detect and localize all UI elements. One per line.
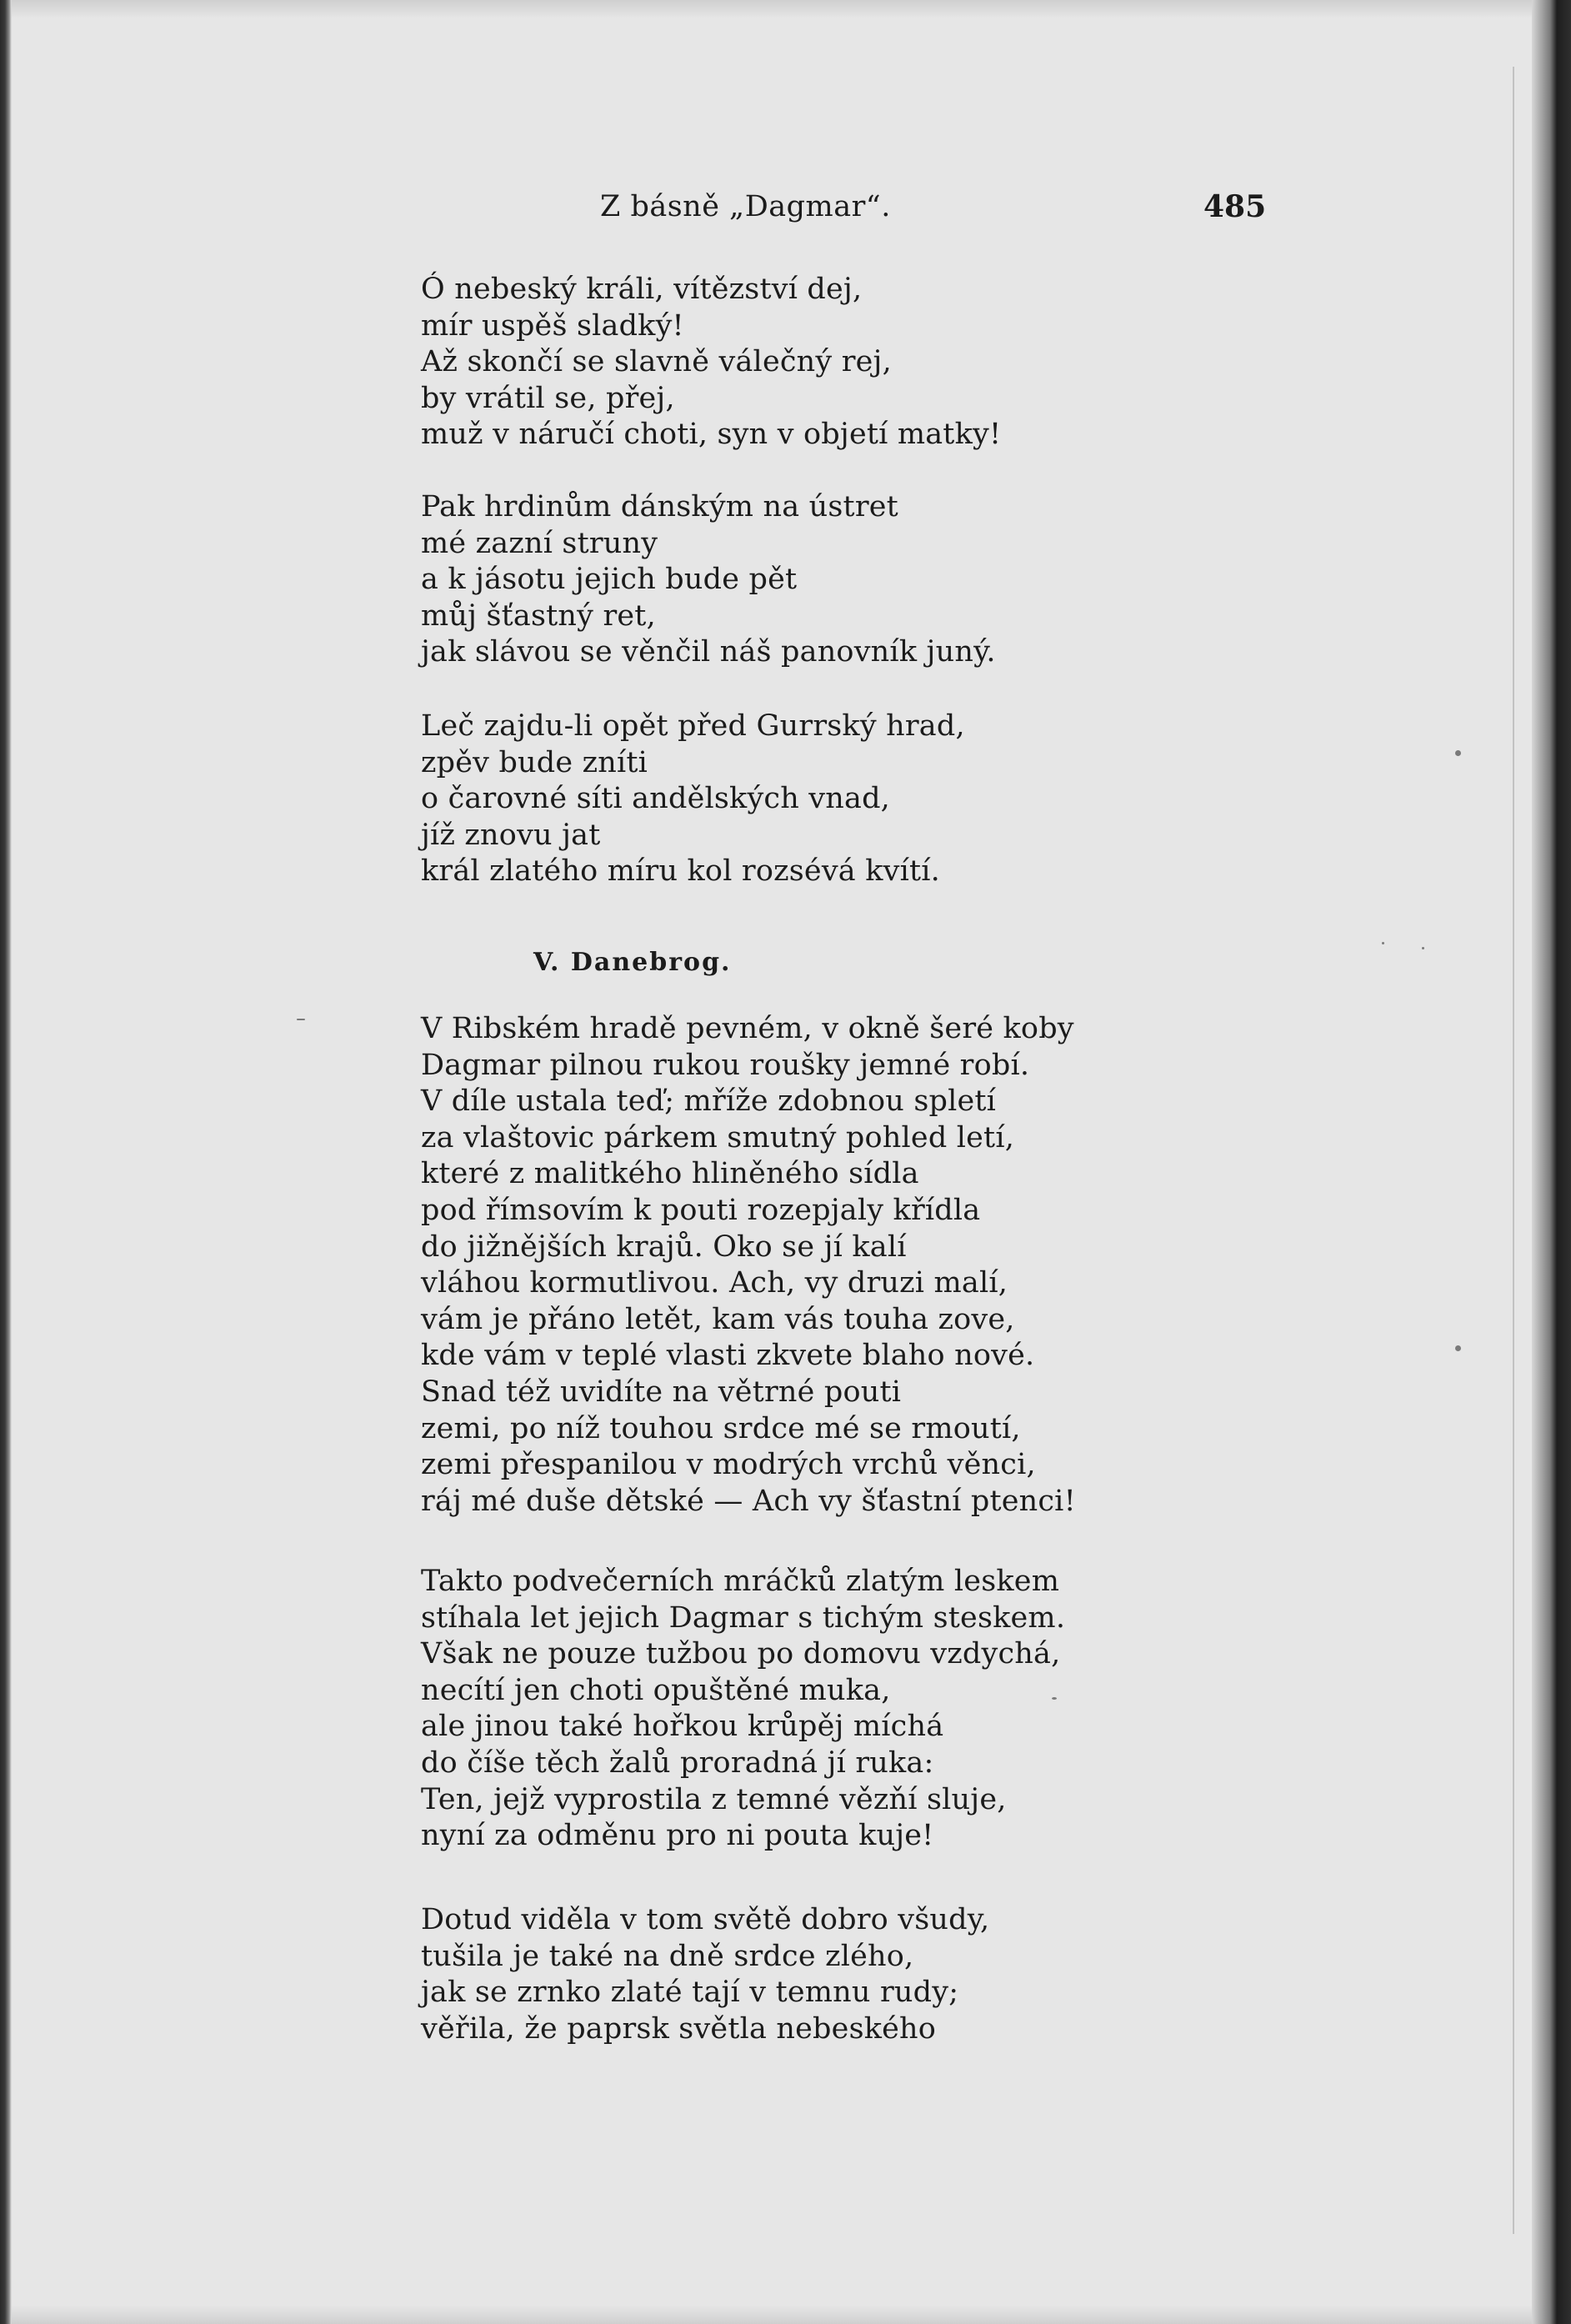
poem-line: do jižnějších krajů. Oko se jí kalí bbox=[421, 1230, 907, 1264]
stanza-4 bbox=[421, 1011, 1076, 1520]
poem-line: mír uspěš sladký! bbox=[421, 308, 684, 343]
running-title: Z básně „Dagmar“. bbox=[600, 190, 891, 223]
poem-line: ráj mé duše dětské — Ach vy šťastní ptenci! bbox=[421, 1484, 1076, 1518]
poem-line: by vrátil se, přej, bbox=[421, 381, 675, 415]
poem-line: Však ne pouze tužbou po domovu vzdychá, bbox=[421, 1637, 1061, 1671]
poem-line: jíž znovu jat bbox=[421, 818, 601, 852]
section-heading: V. Danebrog. bbox=[533, 948, 732, 977]
page-number: 485 bbox=[1203, 189, 1267, 224]
scan-speck bbox=[1052, 1697, 1057, 1700]
gutter-line bbox=[1513, 67, 1514, 2234]
poem-line: vláhou kormutlivou. Ach, vy druzi malí, bbox=[421, 1266, 1008, 1300]
scan-speck bbox=[1455, 750, 1461, 756]
poem-line: o čarovné síti andělských vnad, bbox=[421, 782, 891, 816]
page-edge-bottom bbox=[12, 2306, 1537, 2324]
stanza-1 bbox=[421, 272, 1001, 453]
stanza-5 bbox=[421, 1564, 1065, 1855]
poem-line: zemi přespanilou v modrých vrchů věnci, bbox=[421, 1448, 1036, 1482]
poem-line: tušila je také na dně srdce zlého, bbox=[421, 1939, 914, 1973]
stanza-3 bbox=[421, 709, 965, 890]
poem-line: které z malitkého hliněného sídla bbox=[421, 1157, 919, 1191]
stanza-2 bbox=[421, 489, 996, 671]
poem-line: král zlatého míru kol rozsévá kvítí. bbox=[421, 854, 940, 889]
poem-line: vám je přáno letět, kam vás touha zove, bbox=[421, 1302, 1015, 1336]
scan-speck bbox=[1382, 942, 1384, 944]
poem-line: kde vám v teplé vlasti zkvete blaho nové. bbox=[421, 1339, 1035, 1373]
poem-line: zemi, po níž touhou srdce mé se rmoutí, bbox=[421, 1411, 1021, 1445]
poem-line: nyní za odměnu pro ni pouta kuje! bbox=[421, 1819, 934, 1853]
poem-line: do číše těch žalů proradná jí ruka: bbox=[421, 1746, 934, 1780]
poem-line: Snad též uvidíte na větrné pouti bbox=[421, 1375, 902, 1409]
poem-line: věřila, že paprsk světla nebeského bbox=[421, 2011, 937, 2046]
scan-speck bbox=[1422, 947, 1424, 949]
scan-speck bbox=[1455, 1345, 1461, 1351]
poem-line: za vlaštovic párkem smutný pohled letí, bbox=[421, 1120, 1015, 1154]
poem-line: Dotud viděla v tom světě dobro všudy, bbox=[421, 1903, 990, 1936]
poem-line: Dagmar pilnou rukou roušky jemné robí. bbox=[421, 1048, 1030, 1082]
poem-line: jak se zrnko zlaté tají v temnu rudy; bbox=[421, 1976, 959, 2010]
poem-line: mé zazní struny bbox=[421, 526, 658, 560]
page-edge-left bbox=[0, 0, 12, 2324]
poem-line: muž v náručí choti, syn v objetí matky! bbox=[421, 418, 1002, 452]
stanza-6 bbox=[421, 1902, 989, 2047]
poem-line: stíhala let jejich Dagmar s tichým steskem. bbox=[421, 1600, 1066, 1635]
poem-line: můj šťastný ret, bbox=[421, 599, 656, 633]
scan-speck bbox=[297, 1019, 305, 1020]
poem-line: pod římsovím k pouti rozepjaly křídla bbox=[421, 1193, 981, 1227]
poem-line: zpěv bude zníti bbox=[421, 745, 648, 779]
poem-line: a k jásotu jejich bude pět bbox=[421, 563, 798, 597]
poem-line: Ó nebeský králi, vítězství dej, bbox=[421, 273, 863, 306]
poem-line: necítí jen choti opuštěné muka, bbox=[421, 1673, 891, 1707]
poem-line: Až skončí se slavně válečný rej, bbox=[421, 345, 892, 379]
page-edge-right bbox=[1532, 0, 1571, 2324]
poem-line: Pak hrdinům dánským na ústret bbox=[421, 490, 898, 523]
poem-line: Ten, jejž vyprostila z temné vězňí sluje, bbox=[421, 1782, 1007, 1816]
page-edge-top bbox=[12, 0, 1537, 18]
poem-line: jak slávou se věnčil náš panovník juný. bbox=[421, 635, 996, 669]
poem-line: Takto podvečerních mráčků zlatým leskem bbox=[421, 1565, 1060, 1598]
poem-line: V Ribském hradě pevném, v okně šeré koby bbox=[421, 1012, 1074, 1045]
poem-line: Leč zajdu-li opět před Gurrský hrad, bbox=[421, 709, 965, 743]
poem-line: ale jinou také hořkou krůpěj míchá bbox=[421, 1710, 944, 1744]
poem-line: V díle ustala teď; mříže zdobnou spletí bbox=[421, 1084, 997, 1119]
